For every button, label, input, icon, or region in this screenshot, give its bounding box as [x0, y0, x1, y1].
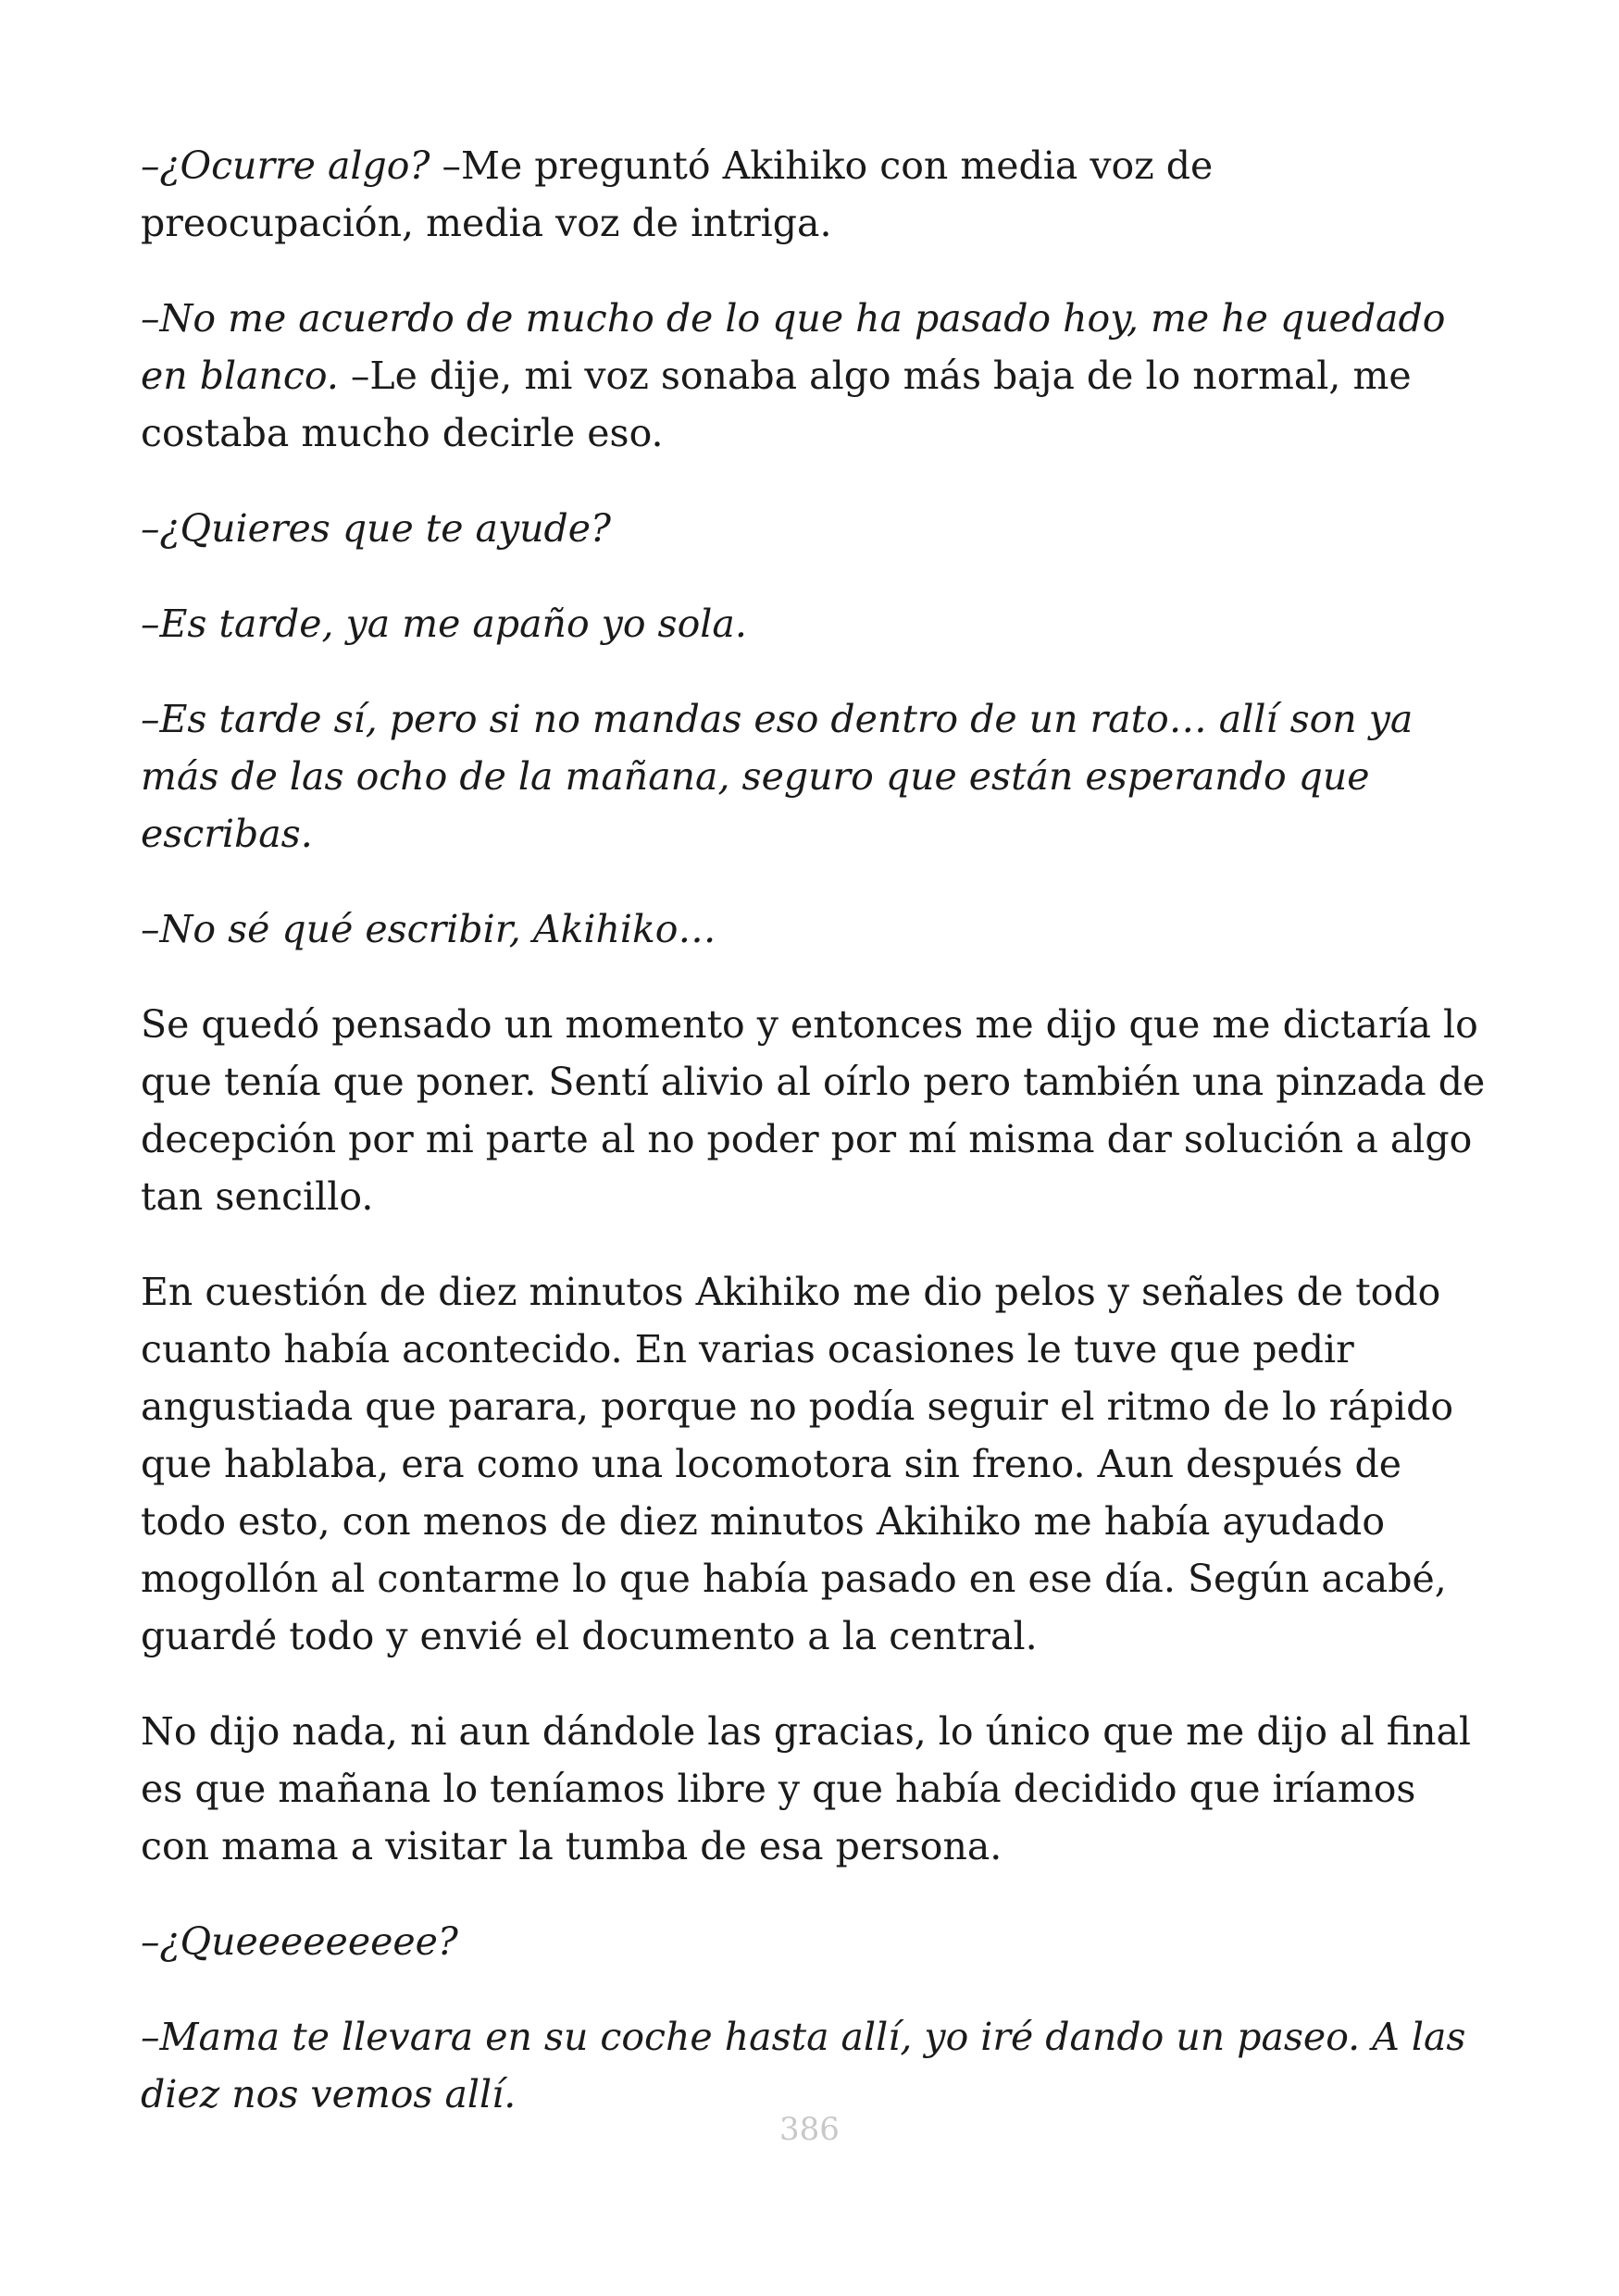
dialogue-segment: –Es tarde, ya me apaño yo sola.: [141, 602, 747, 646]
paragraph-9: [141, 1703, 1492, 1875]
paragraph-7: [141, 996, 1492, 1225]
paragraph-8: [141, 1263, 1492, 1665]
dialogue-segment: –¿Ocurre algo?: [141, 143, 430, 188]
paragraph-10: [141, 1913, 1492, 1970]
paragraph-11: [141, 2008, 1492, 2123]
narration-segment: –Le dije, mi voz sonaba algo más baja de lo normal, me costaba mucho decirle eso.: [141, 354, 1412, 455]
dialogue-segment: –¿Quieres que te ayude?: [141, 506, 612, 551]
paragraph-1: [141, 137, 1492, 252]
narration-segment: Se quedó pensado un momento y entonces me dijo que me dictaría lo que tenía que poner. Sentí alivio al oírlo pero también una pinzada de decepción por mi parte al no poder por mí misma dar solución a algo tan sencillo.: [141, 1002, 1486, 1219]
paragraph-4: [141, 595, 1492, 652]
page-number: 386: [779, 2111, 840, 2148]
body-text: [141, 137, 1492, 2123]
paragraph-5: [141, 690, 1492, 863]
dialogue-segment: –No sé qué escribir, Akihiko…: [141, 907, 716, 951]
dialogue-segment: –¿Queeeeeeeee?: [141, 1919, 458, 1964]
dialogue-segment: –Es tarde sí, pero si no mandas eso dentro de un rato… allí son ya más de las ocho de la mañana, seguro que están esperando que escribas.: [141, 697, 1414, 856]
narration-segment: –Me preguntó Akihiko con media voz de preocupación, media voz de intriga.: [141, 143, 1214, 245]
paragraph-3: [141, 500, 1492, 557]
dialogue-segment: –No me acuerdo de mucho de lo que ha pasado hoy, me he quedado en blanco.: [141, 296, 1446, 398]
paragraph-6: [141, 900, 1492, 958]
narration-segment: En cuestión de diez minutos Akihiko me dio pelos y señales de todo cuanto había acontecido. En varias ocasiones le tuve que pedir angustiada que parara, porque no podía seguir el ritmo de lo rápido que hablaba, era como una locomotora sin freno. Aun después de todo esto, con menos de diez minutos Akihiko me había ayudado mogollón al contarme lo que había pasado en ese día. Según acabé, guardé todo y envié el documento a la central.: [141, 1270, 1454, 1658]
dialogue-segment: –Mama te llevara en su coche hasta allí, yo iré dando un paseo. A las diez nos vemos allí.: [141, 2015, 1466, 2116]
narration-segment: No dijo nada, ni aun dándole las gracias, lo único que me dijo al final es que mañana lo teníamos libre y que había decidido que iríamos con mama a visitar la tumba de esa persona.: [141, 1709, 1472, 1868]
paragraph-2: [141, 290, 1492, 462]
